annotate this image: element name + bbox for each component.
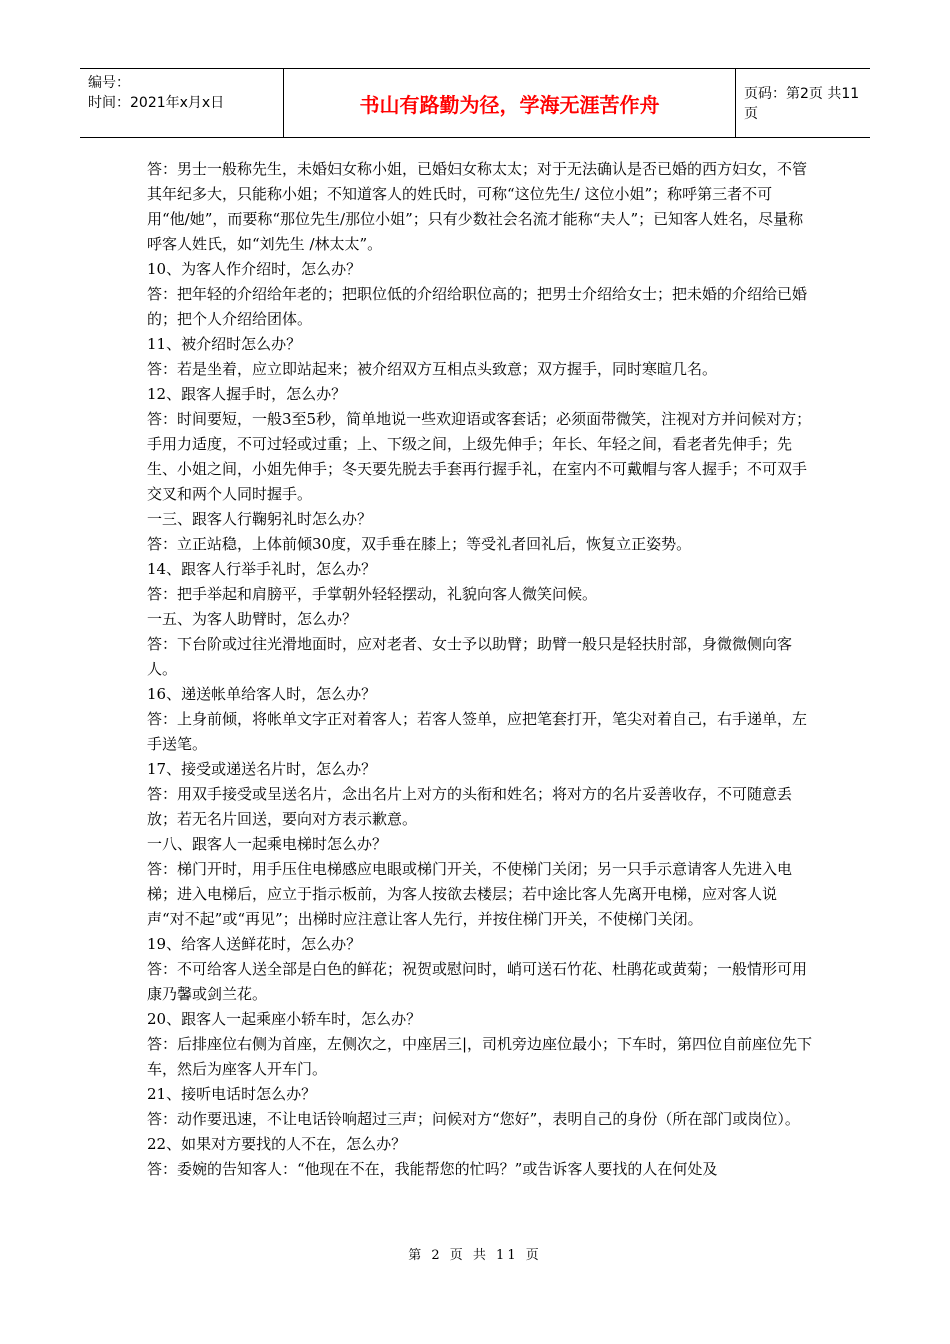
paragraph: 答：动作要迅速，不让电话铃响超过三声；问候对方“您好”，表明自己的身份（所在部门或岗位）。	[147, 1110, 800, 1128]
paragraph: 答：把手举起和肩膀平，手掌朝外轻轻摆动，礼貌向客人微笑问候。	[147, 585, 598, 603]
paragraph: 21、接听电话时怎么办？	[147, 1085, 317, 1103]
paragraph: 答：时间要短，一般3至5秒，简单地说一些欢迎语或客套话；必须面带微笑，注视对方并问候对方；手用力适度，不可过轻或过重；上、下级之间，上级先伸手；年长、年轻之间，看老者先伸手；先生、小姐之间，小姐先伸手；冬天要先脱去手套再行握手礼，在室内不可戴帽与客人握手；不可双手交叉和两个人同时握手。	[147, 410, 812, 503]
page-header	[80, 68, 870, 138]
paragraph: 答：不可给客人送全部是白色的鲜花；祝贺或慰问时，峭可送石竹花、杜鹃花或黄菊；一般情形可用康乃馨或剑兰花。	[147, 960, 808, 1003]
header-meta-cell	[80, 69, 284, 137]
paragraph: 11、被介绍时怎么办？	[147, 335, 302, 353]
document-date: 时间：2021年x月x日	[88, 95, 225, 111]
paragraph: 一五、为客人助臂时，怎么办？	[147, 610, 358, 628]
paragraph: 19、给客人送鲜花时，怎么办？	[147, 935, 362, 953]
paragraph: 14、跟客人行举手礼时，怎么办？	[147, 560, 377, 578]
paragraph: 答：上身前倾，将帐单文字正对着客人；若客人签单，应把笔套打开，笔尖对着自己，右手递单，左手送笔。	[147, 710, 808, 753]
paragraph: 10、为客人作介绍时，怎么办？	[147, 260, 362, 278]
paragraph: 答：梯门开时，用手压住电梯感应电眼或梯门开关，不使梯门关闭；另一只手示意请客人先进入电梯；进入电梯后，应立于指示板前，为客人按欲去楼层；若中途比客人先离开电梯，应对客人说声“对不起”或“再见”；出梯时应注意让客人先行，并按住梯门开关，不使梯门关闭。	[147, 860, 793, 928]
header-motto: 书山有路勤为径，学海无涯苦作舟	[359, 92, 660, 117]
paragraph: 答：若是坐着，应立即站起来；被介绍双方互相点头致意；双方握手，同时寒暄几名。	[147, 360, 718, 378]
paragraph: 答：委婉的告知客人：“他现在不在，我能帮您的忙吗？”或告诉客人要找的人在何处及	[147, 1160, 718, 1178]
document-number-label: 编号：	[88, 75, 130, 91]
page-footer	[0, 1244, 950, 1263]
paragraph: 答：后排座位右侧为首座，左侧次之，中座居三|，司机旁边座位最小；下车时，第四位自前座位先下车，然后为座客人开车门。	[147, 1035, 813, 1078]
paragraph: 一八、跟客人一起乘电梯时怎么办？	[147, 835, 388, 853]
paragraph: 答：用双手接受或呈送名片，念出名片上对方的头衔和姓名；将对方的名片妥善收存，不可随意丢放；若无名片回送，要向对方表示歉意。	[147, 785, 793, 828]
header-page-info: 页码：第2页 共11页	[744, 86, 860, 122]
paragraph: 12、跟客人握手时，怎么办？	[147, 385, 347, 403]
document-body	[147, 157, 813, 1182]
paragraph: 22、如果对方要找的人不在，怎么办？	[147, 1135, 407, 1153]
paragraph: 20、跟客人一起乘座小轿车时，怎么办？	[147, 1010, 422, 1028]
header-page-cell	[736, 69, 870, 137]
paragraph: 一三、跟客人行鞠躬礼时怎么办？	[147, 510, 373, 528]
paragraph: 答：下台阶或过往光滑地面时，应对老者、女士予以助臂；助臂一般只是轻扶肘部，身微微侧向客人。	[147, 635, 793, 678]
paragraph: 答：把年轻的介绍给年老的；把职位低的介绍给职位高的；把男士介绍给女士；把未婚的介绍给已婚的；把个人介绍给团体。	[147, 285, 808, 328]
paragraph: 答：男士一般称先生，未婚妇女称小姐，已婚妇女称太太；对于无法确认是否已婚的西方妇女，不管其年纪多大，只能称小姐；不知道客人的姓氏时，可称“这位先生/ 这位小姐”；称呼第三者不可用“他/她”，而要称“那位先生/那位小姐”；只有少数社会名流才能称“夫人”；已知客人姓名，尽量称呼客人姓氏，如“刘先生 /林太太”。	[147, 160, 808, 253]
paragraph: 17、接受或递送名片时，怎么办？	[147, 760, 377, 778]
paragraph: 答：立正站稳，上体前倾30度，双手垂在膝上；等受礼者回礼后，恢复立正姿势。	[147, 535, 692, 553]
paragraph: 16、递送帐单给客人时，怎么办？	[147, 685, 377, 703]
footer-page-number: 第 2 页 共 11 页	[408, 1248, 542, 1263]
header-motto-cell	[284, 69, 736, 137]
